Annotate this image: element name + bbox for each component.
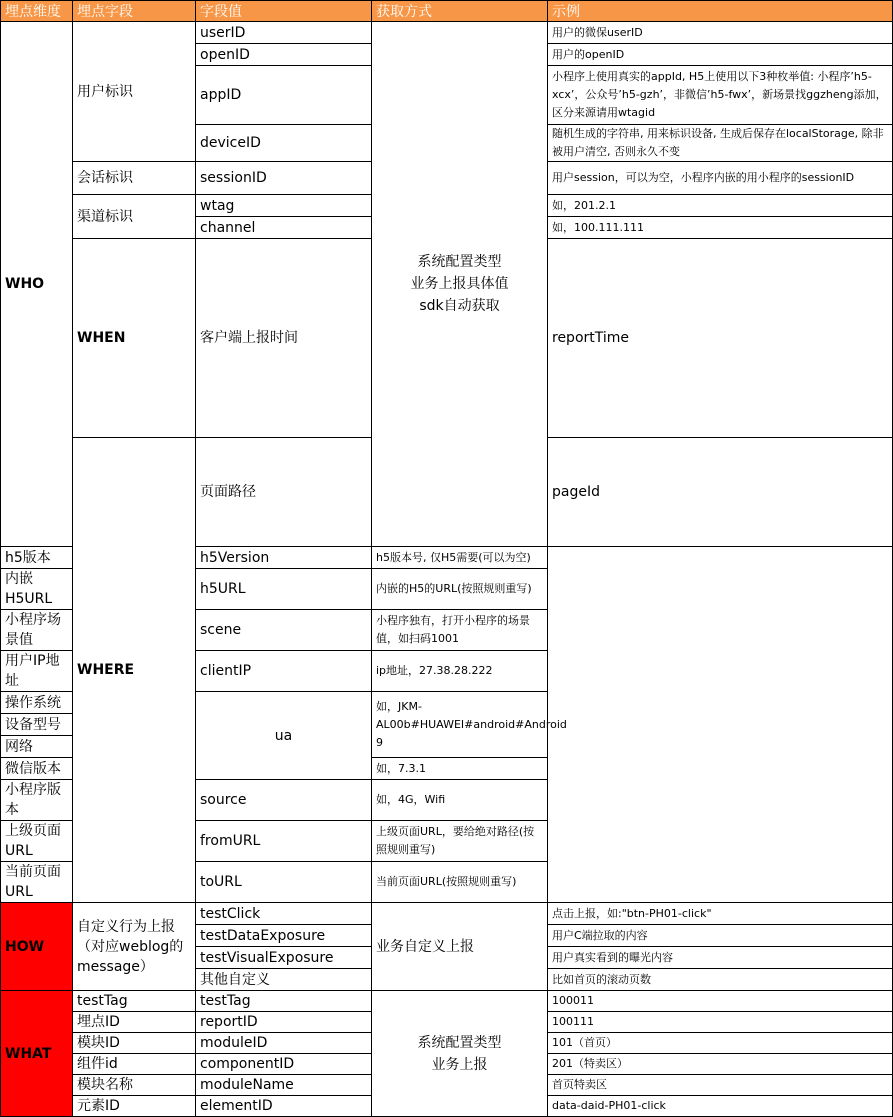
key-other-custom: 其他自定义 — [196, 969, 372, 991]
field-channel-identity: 渠道标识 — [73, 195, 196, 239]
example-source: 如，4G，Wifi — [372, 780, 548, 821]
example-componentID: 201（特卖区） — [548, 1054, 893, 1075]
method-what: 系统配置类型 业务上报 — [372, 991, 548, 1117]
field-module-id: 模块ID — [73, 1033, 196, 1054]
example-channel: 如，100.111.111 — [548, 217, 893, 239]
key-testDataExposure: testDataExposure — [196, 925, 372, 947]
dimension-who: WHO — [1, 22, 73, 547]
key-scene: scene — [196, 610, 372, 651]
example-elementID: data-daid-PH01-click — [548, 1096, 893, 1117]
example-testClick: 点击上报，如:"btn-PH01-click" — [548, 903, 893, 925]
example-testDataExposure: 用户C端拉取的内容 — [548, 925, 893, 947]
example-wtag: 如，201.2.1 — [548, 195, 893, 217]
key-h5Version: h5Version — [196, 547, 372, 569]
field-element-id: 元素ID — [73, 1096, 196, 1117]
key-ua: ua — [196, 692, 372, 780]
field-current-url: 当前页面URL — [1, 862, 73, 903]
field-module-name: 模块名称 — [73, 1075, 196, 1096]
field-test-tag: testTag — [73, 991, 196, 1012]
example-wechat-version: 如，7.3.1 — [372, 758, 548, 780]
key-fromURL: fromURL — [196, 821, 372, 862]
key-clientIP: clientIP — [196, 651, 372, 692]
dimension-how: HOW — [1, 903, 73, 991]
header-method: 获取方式 — [372, 1, 548, 22]
example-moduleID: 101（首页） — [548, 1033, 893, 1054]
header-row — [1, 1, 893, 22]
field-h5-version: h5版本 — [1, 547, 73, 569]
key-appID: appID — [196, 66, 372, 125]
key-moduleID: moduleID — [196, 1033, 372, 1054]
field-component-id: 组件id — [73, 1054, 196, 1075]
key-sessionID: sessionID — [196, 162, 372, 195]
method-who: 系统配置类型 业务上报具体值 sdk自动获取 — [372, 22, 548, 547]
example-userID: 用户的微保userID — [548, 22, 893, 44]
key-wtag: wtag — [196, 195, 372, 217]
table-row — [1, 903, 893, 925]
key-testVisualExposure: testVisualExposure — [196, 947, 372, 969]
dimension-where: WHERE — [73, 438, 196, 903]
key-reportTime: reportTime — [548, 239, 893, 438]
field-session-identity: 会话标识 — [73, 162, 196, 195]
example-h5Version: h5版本号, 仅H5需要(可以为空) — [372, 547, 548, 569]
key-h5URL: h5URL — [196, 569, 372, 610]
key-pageId: pageId — [548, 438, 893, 547]
table-row — [1, 991, 893, 1012]
field-os: 操作系统 — [1, 692, 73, 714]
example-openID: 用户的openID — [548, 44, 893, 66]
header-field: 埋点字段 — [73, 1, 196, 22]
key-toURL: toURL — [196, 862, 372, 903]
key-testTag: testTag — [196, 991, 372, 1012]
field-user-identity: 用户标识 — [73, 22, 196, 162]
field-wechat-version: 微信版本 — [1, 758, 73, 780]
table-row — [1, 22, 893, 44]
example-toURL: 当前页面URL(按照规则重写) — [372, 862, 548, 903]
field-mp-version: 小程序版本 — [1, 780, 73, 821]
header-dimension: 埋点维度 — [1, 1, 73, 22]
example-appID: 小程序上使用真实的appId, H5上使用以下3种枚举值: 小程序’h5-xcx’，公众号’h5-gzh’，非微信’h5-fwx’，新场景找ggzheng添加，区分来源请用wtagid — [548, 66, 893, 125]
dimension-what: WHAT — [1, 991, 73, 1117]
key-deviceID: deviceID — [196, 125, 372, 162]
example-moduleName: 首页特卖区 — [548, 1075, 893, 1096]
key-userID: userID — [196, 22, 372, 44]
method-how: 业务自定义上报 — [372, 903, 548, 991]
key-componentID: componentID — [196, 1054, 372, 1075]
field-parent-url: 上级页面URL — [1, 821, 73, 862]
key-openID: openID — [196, 44, 372, 66]
example-h5URL: 内嵌的H5的URL(按照规则重写) — [372, 569, 548, 610]
example-clientIP: ip地址，27.38.28.222 — [372, 651, 548, 692]
header-field-value: 字段值 — [196, 1, 372, 22]
key-source: source — [196, 780, 372, 821]
field-report-time: 客户端上报时间 — [196, 239, 372, 438]
key-testClick: testClick — [196, 903, 372, 925]
example-scene: 小程序独有，打开小程序的场景值，如扫码1001 — [372, 610, 548, 651]
example-fromURL: 上级页面URL，要给绝对路径(按照规则重写) — [372, 821, 548, 862]
example-ua: 如，JKM-AL00b#HUAWEI#android#Android 9 — [372, 692, 548, 758]
key-reportID: reportID — [196, 1012, 372, 1033]
header-example: 示例 — [548, 1, 893, 22]
field-custom-behavior: 自定义行为上报 （对应weblog的 message） — [73, 903, 196, 991]
field-user-ip: 用户IP地址 — [1, 651, 73, 692]
example-testVisualExposure: 用户真实看到的曝光内容 — [548, 947, 893, 969]
example-other-custom: 比如首页的滚动页数 — [548, 969, 893, 991]
example-testTag: 100011 — [548, 991, 893, 1012]
key-channel: channel — [196, 217, 372, 239]
field-device-model: 设备型号 — [1, 714, 73, 736]
field-mp-scene: 小程序场景值 — [1, 610, 73, 651]
field-point-id: 埋点ID — [73, 1012, 196, 1033]
key-moduleName: moduleName — [196, 1075, 372, 1096]
example-deviceID: 随机生成的字符串, 用来标识设备, 生成后保存在localStorage, 除非被用户清空, 否则永久不变 — [548, 125, 893, 162]
key-elementID: elementID — [196, 1096, 372, 1117]
field-page-path: 页面路径 — [196, 438, 372, 547]
example-sessionID: 用户session，可以为空，小程序内嵌的用小程序的sessionID — [548, 162, 893, 195]
field-network: 网络 — [1, 736, 73, 758]
dimension-when: WHEN — [73, 239, 196, 438]
example-reportID: 100111 — [548, 1012, 893, 1033]
field-embedded-h5-url: 内嵌H5URL — [1, 569, 73, 610]
